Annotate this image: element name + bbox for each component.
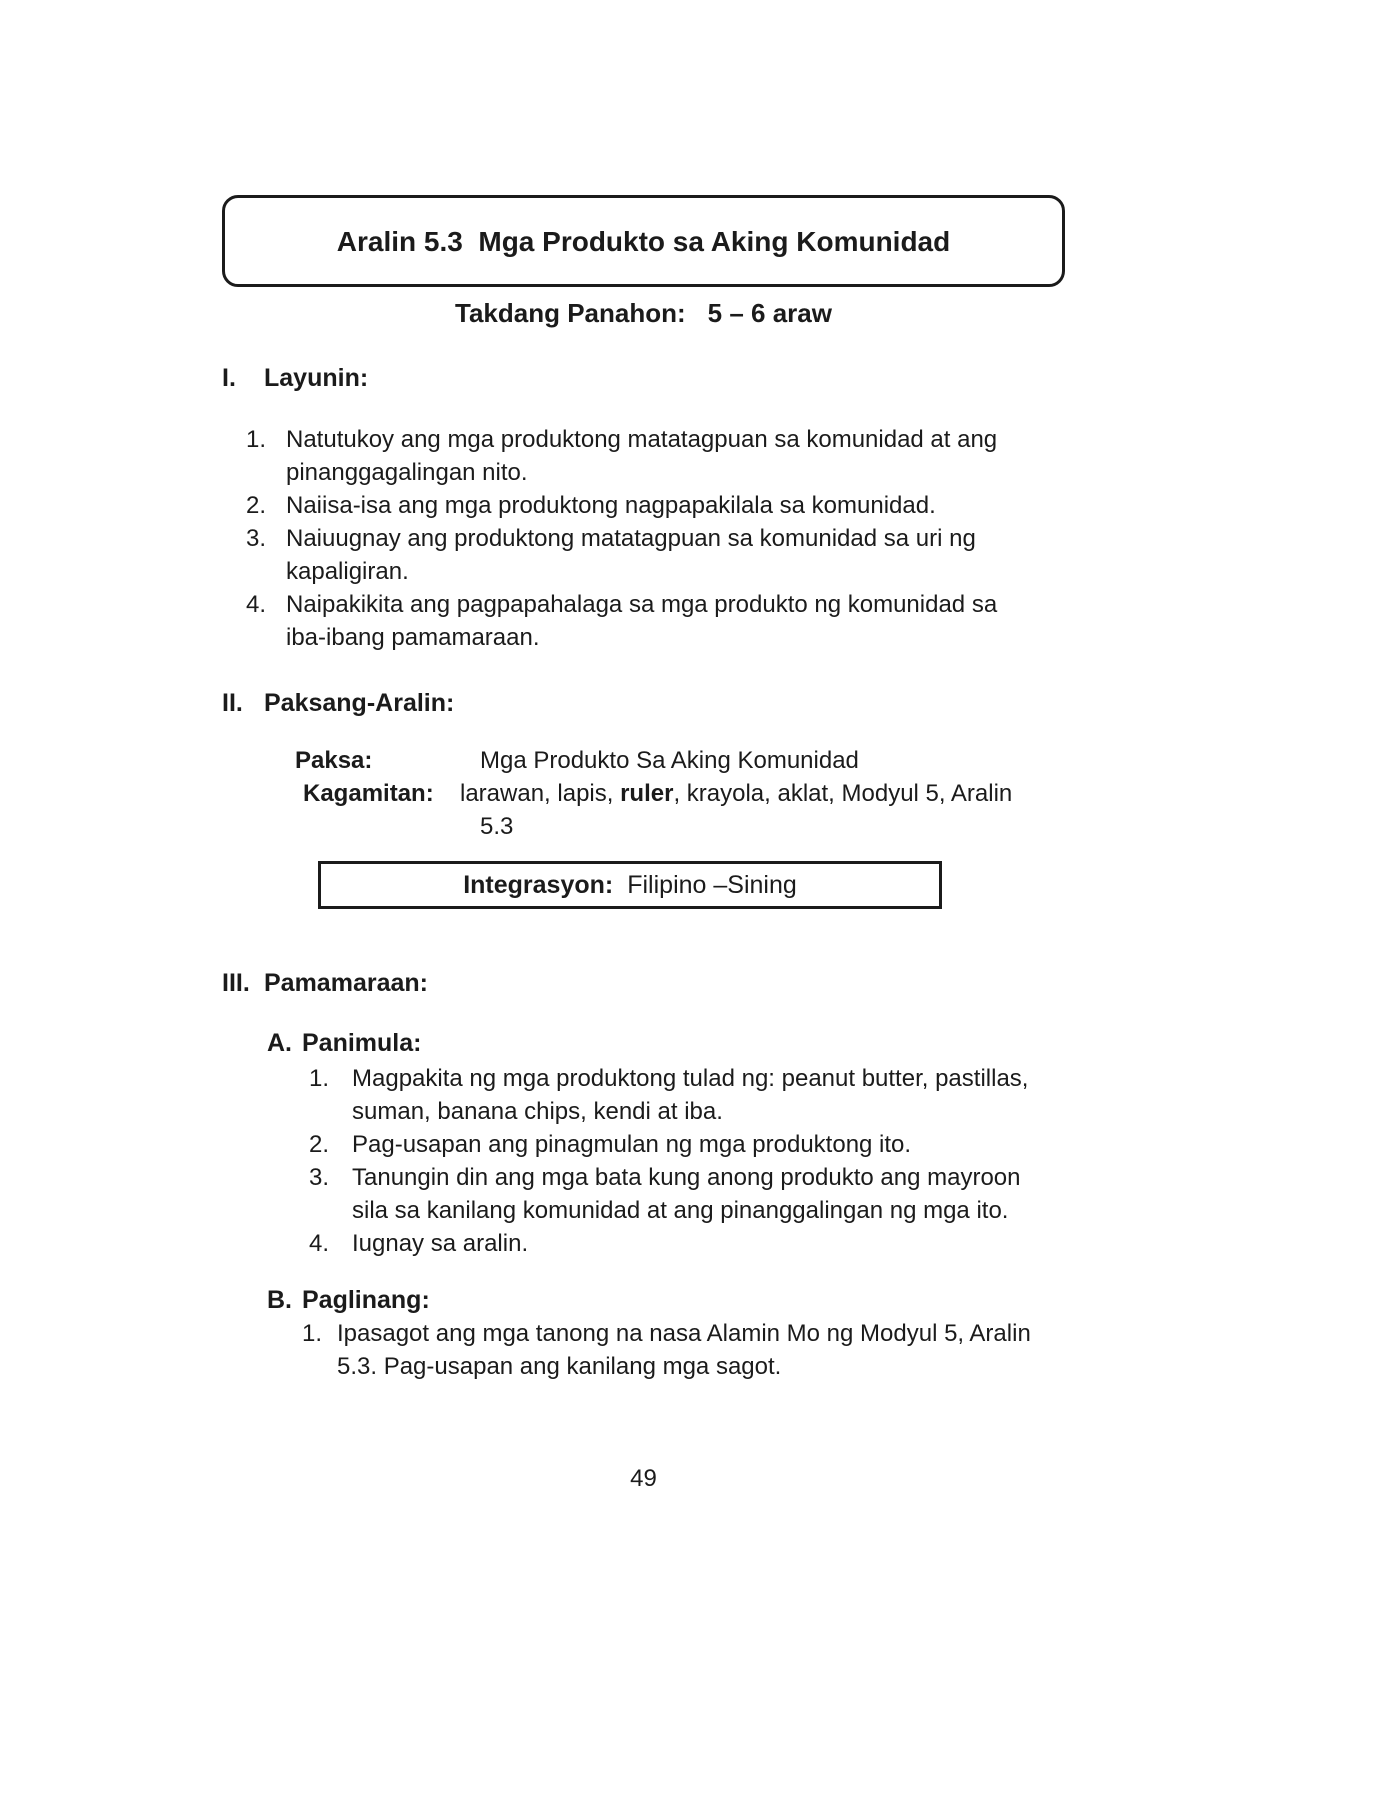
kagamitan-value-line2: 5.3 (480, 813, 514, 840)
subsection-letter: A. (267, 1029, 292, 1057)
section-number: III. (222, 969, 250, 997)
section-number: II. (222, 689, 243, 717)
list-item (309, 1227, 1065, 1260)
list-item (246, 588, 1065, 654)
list-number: 3. (309, 1164, 330, 1191)
list-text: Naipakikita ang pagpapahalaga sa mga produkto ng komunidad sa iba-ibang pamamaraan. (286, 591, 998, 651)
list-item (309, 1062, 1065, 1128)
lesson-title: Aralin 5.3 Mga Produkto sa Aking Komunidad (336, 225, 951, 257)
subsection-heading-panimula (267, 1027, 1065, 1060)
subsection-panimula (267, 1027, 1065, 1060)
list-item (309, 1128, 1065, 1161)
subsection-label: Paglinang: (302, 1286, 430, 1314)
paksa-block (295, 744, 1065, 843)
list-text: Natutukoy ang mga produktong matatagpuan sa komunidad at ang pinanggagalingan nito. (286, 426, 998, 486)
kagamitan-label: Kagamitan: (303, 780, 434, 807)
section-heading-pamamaraan (222, 967, 1065, 1000)
list-item (302, 1317, 1065, 1383)
subsection-heading-paglinang (267, 1284, 1065, 1317)
list-text: Naiisa-isa ang mga produktong nagpapakilala sa komunidad. (286, 492, 936, 519)
section-label: Paksang-Aralin: (264, 689, 455, 717)
list-item (309, 1161, 1065, 1227)
list-text: Iugnay sa aralin. (352, 1230, 529, 1257)
list-text: Naiuugnay ang produktong matatagpuan sa komunidad sa uri ng kapaligiran. (286, 525, 976, 585)
panimula-list (309, 1062, 1065, 1260)
list-text: Magpakita ng mga produktong tulad ng: peanut butter, pastillas, suman, banana chips, kendi at iba. (352, 1065, 1029, 1125)
section-label: Layunin: (264, 364, 369, 392)
list-number: 4. (246, 591, 267, 618)
list-item (246, 423, 1065, 489)
subsection-letter: B. (267, 1286, 292, 1314)
kagamitan-row (303, 777, 1065, 843)
paglinang-list (302, 1317, 1065, 1383)
lesson-title-box (222, 195, 1065, 287)
document-content (222, 195, 1065, 1383)
section-heading-layunin (222, 362, 1065, 395)
list-number: 1. (309, 1065, 330, 1092)
section-number: I. (222, 364, 236, 392)
kagamitan-value (460, 777, 1012, 843)
objectives-list (246, 423, 1065, 654)
list-text: Pag-usapan ang pinagmulan ng mga produktong ito. (352, 1131, 912, 1158)
page-number: 49 (630, 1465, 657, 1492)
list-number: 2. (309, 1131, 330, 1158)
subsection-paglinang (267, 1284, 1065, 1317)
list-text: Ipasagot ang mga tanong na nasa Alamin Mo ng Modyul 5, Aralin 5.3. Pag-usapan ang kanilang mga sagot. (337, 1320, 1031, 1380)
integrasyon-box (318, 861, 942, 909)
kagamitan-value-part2: , krayola, aklat, Modyul 5, Aralin (673, 780, 1013, 807)
paksa-label: Paksa: (295, 747, 373, 774)
time-allotment-label: Takdang Panahon: (455, 298, 686, 328)
list-item (246, 522, 1065, 588)
kagamitan-value-bold: ruler (620, 780, 674, 807)
integrasyon-label: Integrasyon: (463, 870, 614, 899)
time-allotment-value: 5 – 6 araw (707, 298, 832, 328)
list-number: 1. (246, 426, 267, 453)
list-number: 1. (302, 1320, 323, 1347)
kagamitan-value-part1: larawan, lapis, (460, 780, 621, 807)
integrasyon-value: Filipino –Sining (627, 870, 797, 899)
list-number: 3. (246, 525, 267, 552)
list-number: 4. (309, 1230, 330, 1257)
subsection-label: Panimula: (302, 1029, 422, 1057)
paksa-value: Mga Produkto Sa Aking Komunidad (480, 747, 859, 774)
section-heading-paksang-aralin (222, 687, 1065, 720)
list-text: Tanungin din ang mga bata kung anong produkto ang mayroon sila sa kanilang komunidad at ang pinanggalingan ng mga ito. (352, 1164, 1021, 1224)
section-label: Pamamaraan: (264, 969, 428, 997)
time-allotment (222, 297, 1065, 330)
list-number: 2. (246, 492, 267, 519)
paksa-row (295, 744, 1065, 777)
list-item (246, 489, 1065, 522)
